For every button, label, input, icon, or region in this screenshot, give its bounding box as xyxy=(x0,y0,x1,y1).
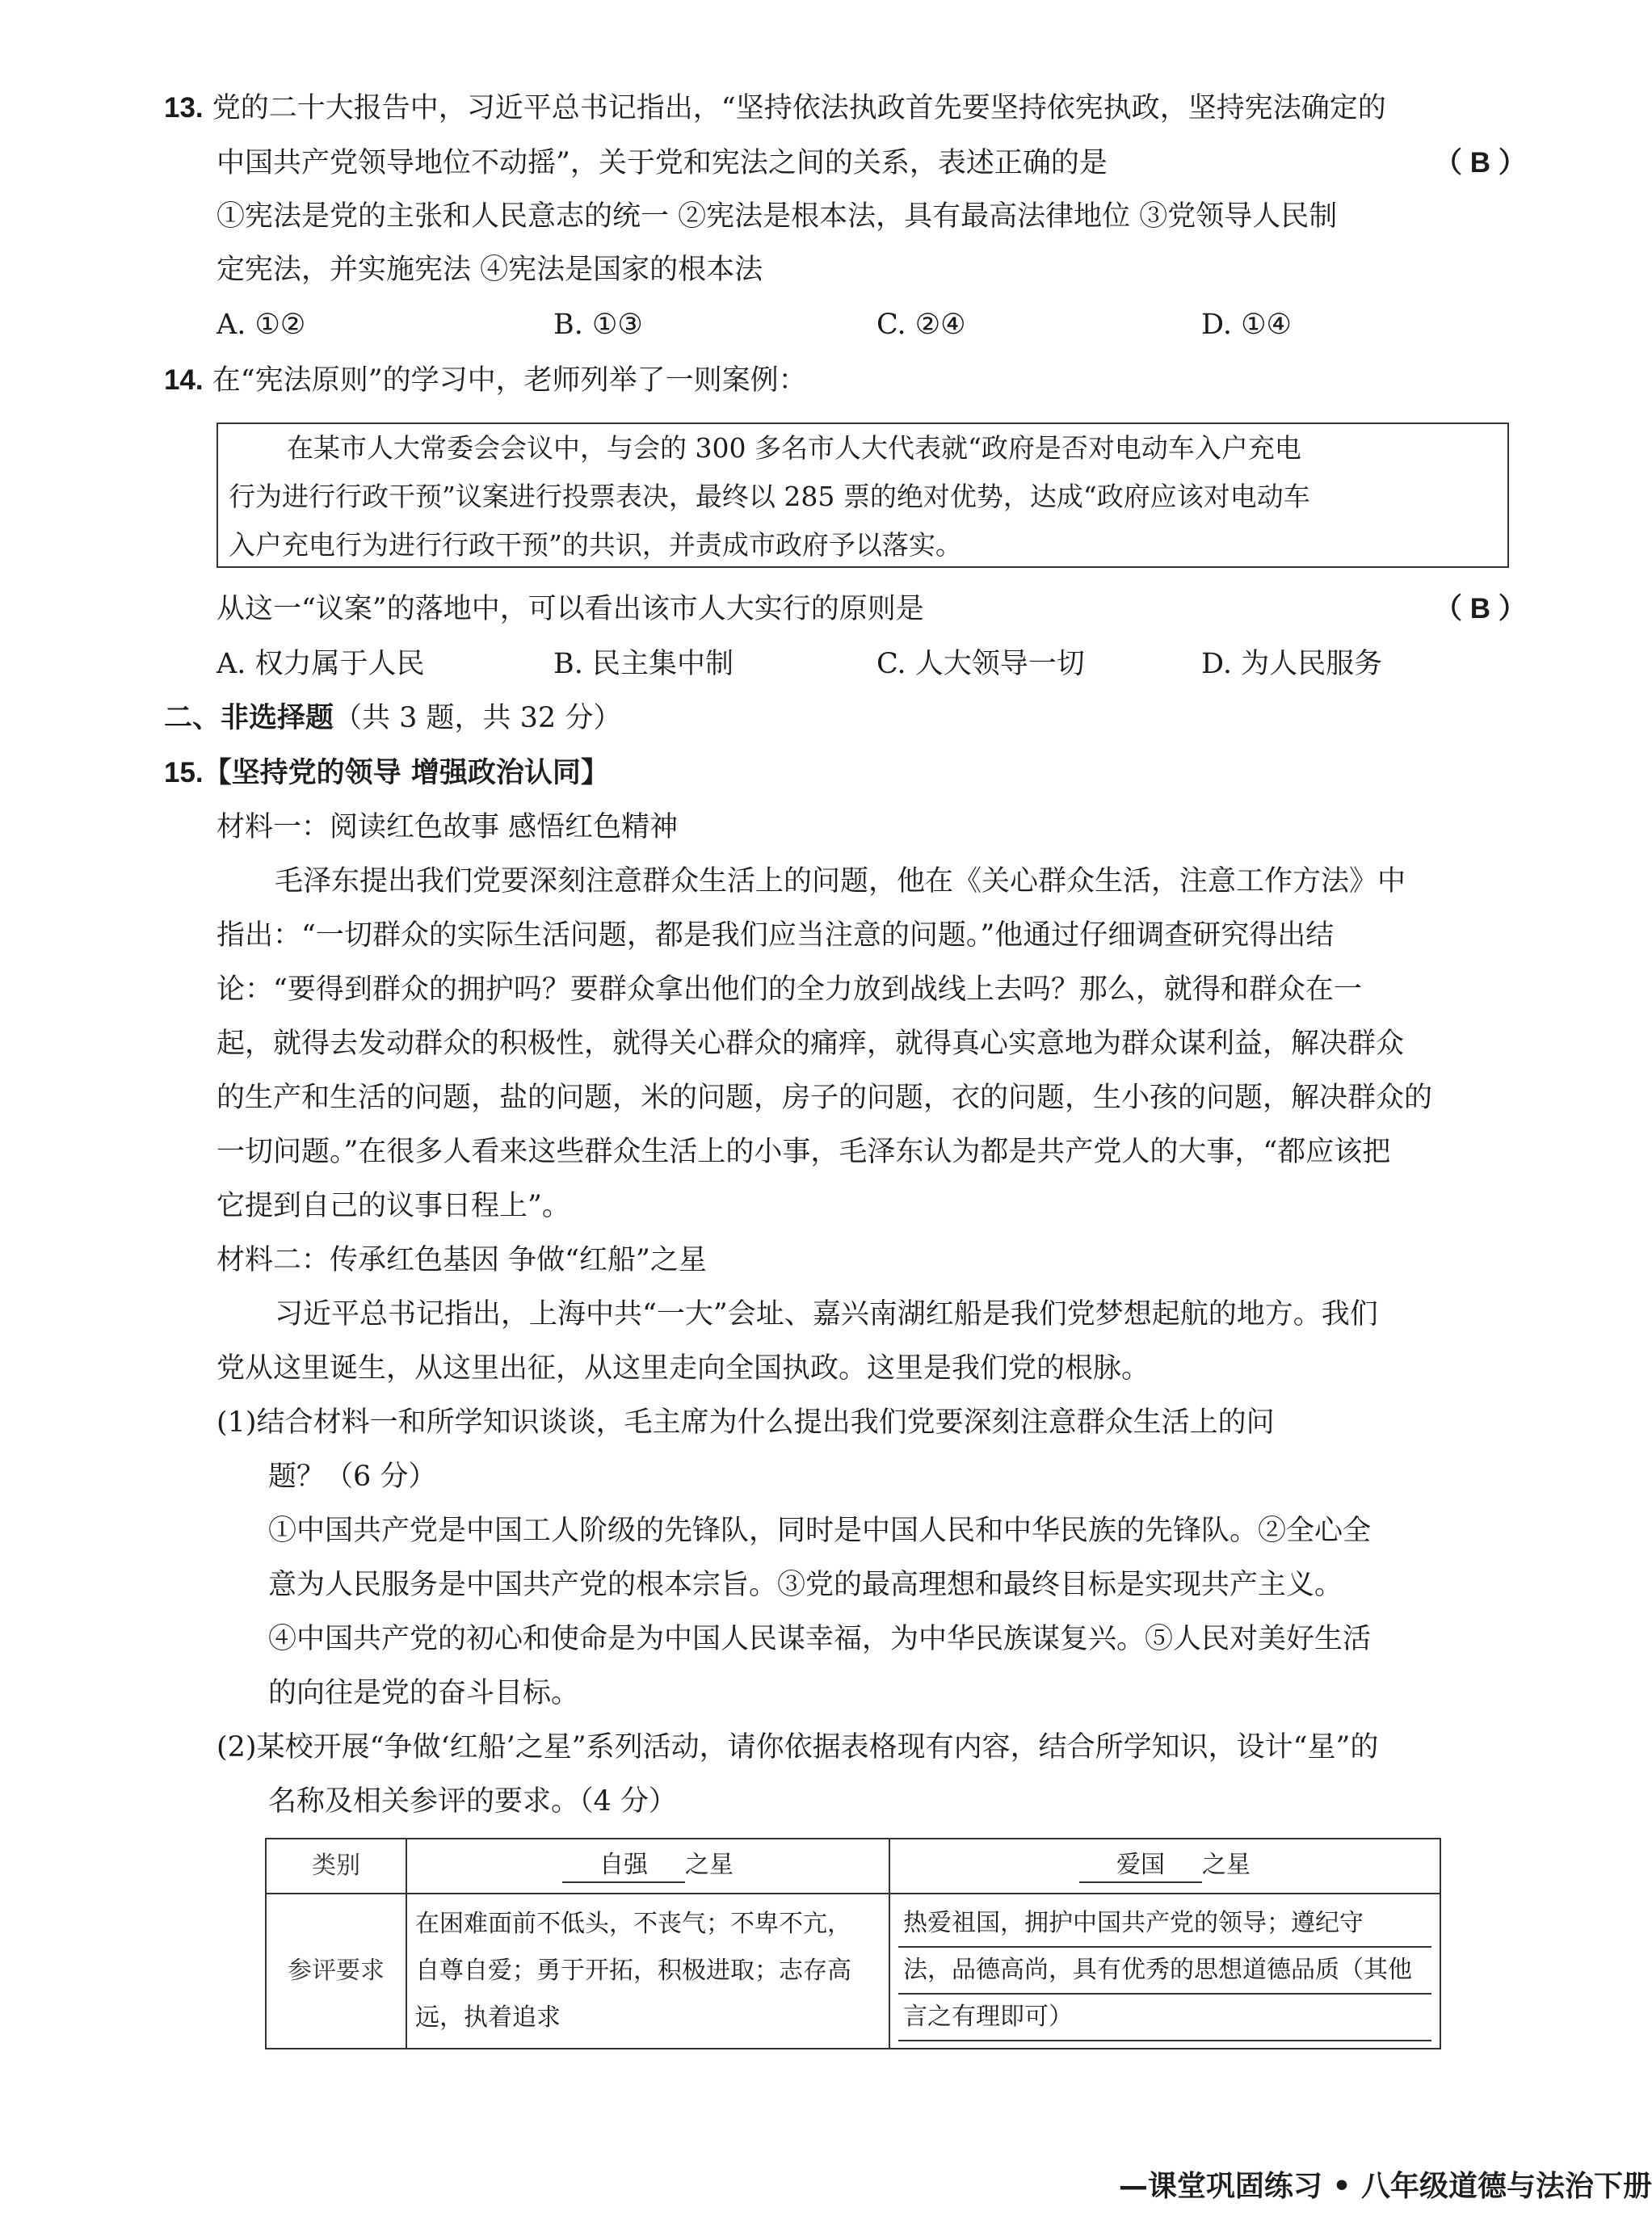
q14-option-d: D. 为人民服务 xyxy=(1201,648,1383,680)
star-a-header xyxy=(406,1839,889,1894)
page-footer: —课堂巩固练习 • 八年级道德与法治下册 xyxy=(1118,2170,1652,2203)
section2-note: （共 3 题，共 32 分） xyxy=(334,702,622,734)
q15-material1-line4: 起，就得去发动群众的积极性，就得关心群众的痛痒，就得真心实意地为群众谋利益，解决群众 xyxy=(216,1028,1405,1060)
q14-stem: 14. 在“宪法原则”的学习中，老师列举了一则案例： xyxy=(164,364,807,397)
q15-material1-line5: 的生产和生活的问题，盐的问题，米的问题，房子的问题，衣的问题，生小孩的问题，解决群众的 xyxy=(216,1082,1433,1114)
q13-items-line2: 定宪法，并实施宪法 ④宪法是国家的根本法 xyxy=(216,254,763,286)
q15-material1-line7: 它提到自己的议事日程上”。 xyxy=(216,1190,570,1222)
q15-material2-line1: 习近平总书记指出，上海中共“一大”会址、嘉兴南湖红船是我们党梦想起航的地方。我们 xyxy=(275,1298,1378,1330)
star-b-fill: 爱国 xyxy=(1079,1849,1202,1883)
q15-material2-line2: 党从这里诞生，从这里出征，从这里走向全国执政。这里是我们党的根脉。 xyxy=(216,1352,1150,1385)
q15-sub2-line1: (2)某校开展“争做‘红船’之星”系列活动，请你依据表格现有内容，结合所学知识，设计“星”的 xyxy=(216,1731,1379,1763)
q15-sub1-answer-line2: 意为人民服务是中国共产党的根本宗旨。③党的最高理想和最终目标是实现共产主义。 xyxy=(268,1569,1343,1601)
star-a-fill: 自强 xyxy=(562,1849,685,1883)
star-b-req-line: 法，品德高尚，具有优秀的思想道德品质（其他 xyxy=(898,1948,1431,1995)
q13-option-b: B. ①③ xyxy=(553,309,643,341)
q15-sub1-answer-line3: ④中国共产党的初心和使命是为中国人民谋幸福，为中华民族谋复兴。⑤人民对美好生活 xyxy=(268,1623,1372,1655)
q14-number: 14. xyxy=(164,364,204,396)
star-b-header xyxy=(889,1839,1440,1894)
q15-title: 15.【坚持党的领导 增强政治认同】 xyxy=(164,757,609,789)
q14-case-line2: 行为进行行政干预”议案进行投票表决，最终以 285 票的绝对优势，达成“政府应该对电动车 xyxy=(229,481,1310,512)
star-b-req-line: 言之有理即可） xyxy=(898,1995,1431,2041)
q14-option-b: B. 民主集中制 xyxy=(553,648,734,680)
q15-sub1-answer-line4: 的向往是党的奋斗目标。 xyxy=(268,1677,580,1709)
star-a-req-line: 在困难面前不低头，不丧气；不卑不亢， xyxy=(415,1910,851,1938)
category-label: 类别 xyxy=(266,1839,406,1894)
star-table xyxy=(265,1838,1441,2049)
q13-option-d: D. ①④ xyxy=(1201,309,1292,341)
q14-option-c: C. 人大领导一切 xyxy=(876,648,1085,680)
q15-material1-line3: 论：“要得到群众的拥护吗？要群众拿出他们的全力放到战线上去吗？那么，就得和群众在一 xyxy=(216,973,1362,1006)
star-b-req-line: 热爱祖国，拥护中国共产党的领导；遵纪守 xyxy=(898,1901,1431,1948)
q15-sub1-answer-line1: ①中国共产党是中国工人阶级的先锋队，同时是中国人民和中华民族的先锋队。②全心全 xyxy=(268,1515,1372,1547)
q14-case-line1: 在某市人大常委会会议中，与会的 300 多名市人大代表就“政府是否对电动车入户充电 xyxy=(287,432,1301,464)
q13-stem-line1: 13. 党的二十大报告中，习近平总书记指出，“坚持依法执政首先要坚持依宪执政，坚持宪法确定的 xyxy=(164,92,1386,124)
q13-option-c: C. ②④ xyxy=(876,309,966,341)
star-b-requirements xyxy=(889,1894,1440,2049)
q14-option-a: A. 权力属于人民 xyxy=(216,648,425,680)
requirement-label: 参评要求 xyxy=(266,1894,406,2049)
star-a-requirements xyxy=(406,1894,889,2049)
star-a-suffix: 之星 xyxy=(685,1851,734,1879)
q15-material2-label: 材料二：传承红色基因 争做“红船”之星 xyxy=(216,1244,707,1276)
q13-answer: （ B ） xyxy=(1434,147,1527,179)
section2-title: 二、非选择题 xyxy=(164,702,334,734)
q15-sub1-line1: (1)结合材料一和所学知识谈谈，毛主席为什么提出我们党要深刻注意群众生活上的问 xyxy=(216,1406,1275,1439)
table-requirement-row xyxy=(266,1894,1440,2049)
q15-material1-label: 材料一：阅读红色故事 感悟红色精神 xyxy=(216,811,679,843)
star-a-req-line: 远，执着追求 xyxy=(415,2003,561,2032)
q15-sub1-line2: 题？（6 分） xyxy=(268,1461,437,1493)
q15-material1-line1: 毛泽东提出我们党要深刻注意群众生活上的问题，他在《关心群众生活，注意工作方法》中 xyxy=(275,865,1406,898)
table-header-row xyxy=(266,1839,1440,1894)
star-b-suffix: 之星 xyxy=(1202,1851,1251,1879)
q14-question: 从这一“议案”的落地中，可以看出该市人大实行的原则是 xyxy=(216,593,924,625)
q15-sub2-line2: 名称及相关参评的要求。（4 分） xyxy=(268,1785,677,1818)
q15-material1-line6: 一切问题。”在很多人看来这些群众生活上的小事，毛泽东认为都是共产党人的大事，“都应该把 xyxy=(216,1136,1391,1168)
q15-material1-line2: 指出：“一切群众的实际生活问题，都是我们应当注意的问题。”他通过仔细调查研究得出结 xyxy=(216,919,1335,952)
section2-heading xyxy=(164,700,621,736)
star-a-req-line: 自尊自爱；勇于开拓，积极进取；志存高 xyxy=(415,1957,851,1985)
q14-answer: （ B ） xyxy=(1434,593,1527,624)
q13-items-line1: ①宪法是党的主张和人民意志的统一 ②宪法是根本法，具有最高法律地位 ③党领导人民制 xyxy=(216,200,1338,233)
q13-option-a: A. ①② xyxy=(216,309,306,341)
q13-number: 13. xyxy=(164,92,204,124)
q14-case-line3: 入户充电行为进行行政干预”的共识，并责成市政府予以落实。 xyxy=(229,529,962,561)
q13-stem-line2: 中国共产党领导地位不动摇”，关于党和宪法之间的关系，表述正确的是 xyxy=(216,147,1108,179)
